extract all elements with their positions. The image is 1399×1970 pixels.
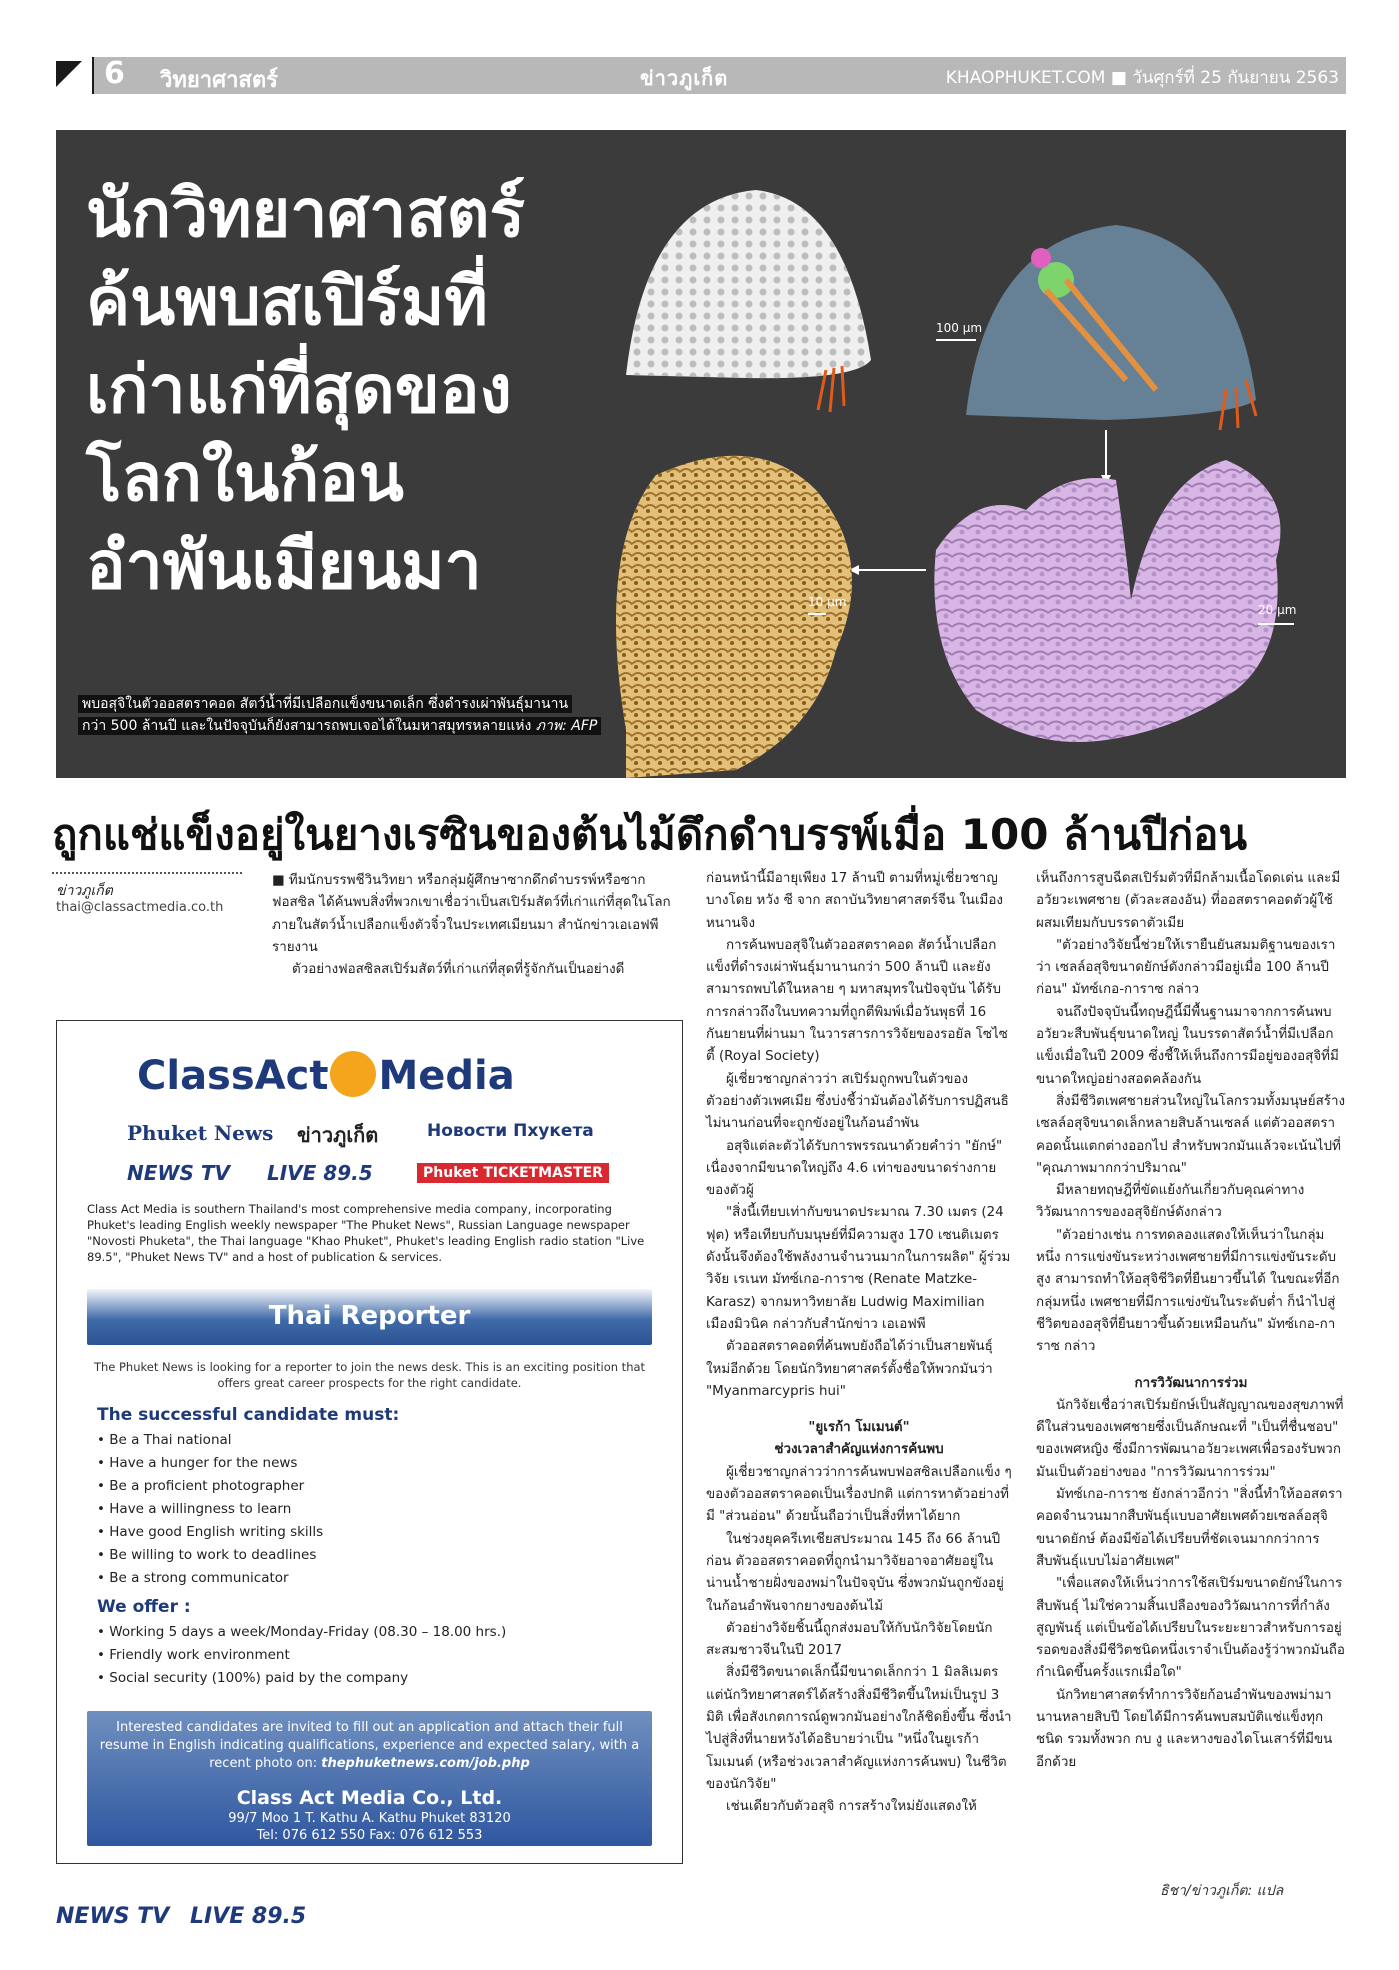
article-column-1 bbox=[272, 870, 672, 981]
headline-line: โลกในก้อน bbox=[86, 439, 404, 516]
paragraph: ตัวออสตราคอดที่ค้นพบยังถือได้ว่าเป็นสายพันธุ์ใหม่อีกด้วย โดยนักวิทยาศาสตร์ตั้งชื่อให้พวกมันว่า "Myanmarcypris hui" bbox=[706, 1339, 993, 1399]
subsection-heading: การวิวัฒนาการร่วม bbox=[1134, 1375, 1248, 1391]
requirements-heading: The successful candidate must: bbox=[97, 1405, 400, 1425]
paragraph: นักวิทยาศาสตร์ทำการวิจัยก้อนอำพันของพม่ามานานหลายสิบปี โดยได้มีการค้นพบสมบัติแช่แข็งทุกชนิด รวมทั้งพวก กบ งู และหางของไดโนเสาร์ที่มีขนอีกด้วย bbox=[1036, 1687, 1333, 1770]
footer-news-tv-logo: NEWS TV bbox=[56, 1904, 170, 1929]
photo-caption bbox=[78, 693, 698, 737]
section-title: วิทยาศาสตร์ bbox=[160, 68, 278, 93]
paragraph: เห็นถึงการสูบฉีดสเปิร์มตัวที่มีกล้ามเนื้อโดดเด่น และมีอวัยวะเพศชาย (ตัวละสองอัน) ที่ออสตราคอดตัวผู้ใช้ผสมเทียมกับบรรดาตัวเมีย bbox=[1036, 871, 1341, 931]
caption-line: กว่า 500 ล้านปี และในปัจจุบันก็ยังสามารถพบเจอได้ในมหาสมุทรหลายแห่ง bbox=[82, 718, 532, 734]
issue-date: วันศุกร์ที่ 25 กันยายน 2563 bbox=[1132, 68, 1339, 88]
paragraph: "ตัวอย่างวิจัยนี้ช่วยให้เรายืนยันสมมติฐานของเราว่า เซลล์อสุจิขนาดยักษ์ดังกล่าวมีอยู่เมื่อ 100 ล้านปีก่อน" มัทซ์เกอ-การาซ กล่าว bbox=[1036, 937, 1336, 998]
paragraph: สิ่งมีชีวิตขนาดเล็กนี้มีขนาดเล็กกว่า 1 มิลลิเมตร แต่นักวิทยาศาสตร์ได้สร้างสิ่งมีชีวิตขึ้นใหม่เป็นรูป 3 มิติ เพื่อสังเกตการณ์ดูพวกมันอย่างใกล้ชิดยิ่งขึ้น ซึ่งนำไปสู่สิ่งที่นายหวังได้อธิบายว่าเป็น "หนึ่งในยูเรก้าโมเมนต์ (หรือช่วงเวลาสำคัญแห่งการค้นพบ) ในชีวิตของนักวิจัย" bbox=[706, 1665, 1012, 1792]
list-item: • Be willing to work to deadlines bbox=[97, 1547, 317, 1563]
paragraph: จนถึงปัจจุบันนี้ทฤษฎีนี้มีพื้นฐานมาจากการค้นพบอวัยวะสืบพันธุ์ขนาดใหญ่ ในบรรดาสัตว์น้ำที่มีเปลือกแข็งเมื่อในปี 2009 ซึ่งชี้ให้เห็นถึงการมีอยู่ของอสุจิที่มีขนาดใหญ่อย่างสอดคล้องกัน bbox=[1036, 1004, 1339, 1087]
byline-divider bbox=[52, 872, 242, 874]
byline-name: ข่าวภูเก็ต bbox=[56, 883, 113, 899]
list-item: • Friendly work environment bbox=[97, 1647, 290, 1663]
company-address: 99/7 Moo 1 T. Kathu A. Kathu Phuket 83120 bbox=[228, 1811, 511, 1826]
application-box bbox=[87, 1711, 652, 1846]
subsection-heading: ช่วงเวลาสำคัญแห่งการค้นพบ bbox=[774, 1442, 944, 1458]
live-radio-logo: LIVE 89.5 bbox=[267, 1161, 373, 1185]
paragraph: การค้นพบอสุจิในตัวออสตราคอด สัตว์น้ำเปลือกแข็งที่ดำรงเผ่าพันธุ์มานานกว่า 500 ล้านปี และยังสามารถพบได้ในหลาย ๆ มหาสมุทรในปัจจุบัน ได้รับการกล่าวถึงในบทความที่ถูกตีพิมพ์เมื่อวันพุธที่ 16 กันยายนที่ผ่านมา ในวารสารการวิจัยของรอยัล โซไซตี้ (Royal Society) bbox=[706, 937, 1008, 1065]
paragraph: เช่นเดียวกับตัวอสุจิ การสร้างใหม่ยังแสดงให้ bbox=[726, 1799, 977, 1815]
paragraph: อสุจิแต่ละตัวได้รับการพรรณนาด้วยคำว่า "ยักษ์" เนื่องจากมีขนาดใหญ่ถึง 4.6 เท่าของขนาดร่างกายของตัวผู้ bbox=[706, 1138, 1003, 1199]
paragraph: มัทซ์เกอ-การาซ ยังกล่าวอีกว่า "สิ่งนี้ทำให้ออสตราคอดจำนวนมากสืบพันธุ์แบบอาศัยเพศด้วยเซลล์อสุจิขนาดยักษ์ ต้องมีข้อได้เปรียบที่ชัดเจนมากกว่าการสืบพันธุ์แบบไม่อาศัยเพศ" bbox=[1036, 1487, 1343, 1569]
job-title: Thai Reporter bbox=[268, 1301, 471, 1331]
subsection-heading: "ยูเรก้า โมเมนต์" bbox=[808, 1420, 910, 1436]
scale-label: 100 µm bbox=[936, 321, 983, 335]
hero-image-panel bbox=[56, 130, 1346, 778]
paragraph: ตัวอย่างฟอสซิลสเปิร์มสัตว์ที่เก่าแก่ที่สุดที่รู้จักกันเป็นอย่างดี bbox=[292, 962, 625, 978]
list-item: • Be a Thai national bbox=[97, 1432, 232, 1448]
paragraph: สิ่งมีชีวิตเพศชายส่วนใหญ่ในโลกรวมทั้งมนุษย์สร้างเซลล์อสุจิขนาดเล็กหลายสิบล้านเซลล์ แต่ตัวออสตราคอดนั้นแตกต่างออกไป สำหรับพวกมันแล้วจะเน้นไปที่ "คุณภาพมากกว่าปริมาณ" bbox=[1036, 1093, 1345, 1176]
page-number: 6 bbox=[104, 56, 125, 91]
list-item: • Working 5 days a week/Monday-Friday (08.30 – 18.00 hrs.) bbox=[97, 1624, 507, 1640]
ticketmaster-logo: Phuket TICKETMASTER bbox=[417, 1163, 609, 1183]
phuket-news-logo: Phuket News bbox=[127, 1121, 274, 1145]
job-intro: The Phuket News is looking for a reporter to join the news desk. This is an exciting position that offers great career prospects for the right candidate. bbox=[93, 1360, 646, 1390]
paragraph: "สิ่งนี้เทียบเท่ากับขนาดประมาณ 7.30 เมตร (24 ฟุต) หรือเทียบกับมนุษย์ที่มีความสูง 170 เซนติเมตร ดังนั้นจึงต้องใช้พลังงานจำนวนมากในการผลิต" ผู้ร่วมวิจัย เรเนท มัทซ์เกอ-การาซ (Renate Matzke-Karasz) จากมหาวิทยาลัย Ludwig Maximilian เมืองมิวนิค กล่าวกับสำนักข่าว เอเอฟพี bbox=[706, 1205, 1011, 1332]
caption-credit: ภาพ: AFP bbox=[535, 718, 598, 734]
headline-line: นักวิทยาศาสตร์ bbox=[86, 175, 525, 252]
list-item: • Have a willingness to learn bbox=[97, 1501, 292, 1517]
article-column-2 bbox=[706, 868, 1012, 1818]
paragraph: ในช่วงยุคครีเทเชียสประมาณ 145 ถึง 66 ล้านปีก่อน ตัวออสตราคอดที่ถูกนำมาวิจัยอาจอาศัยอยู่ในน่านน้ำชายฝั่งของพม่าในปัจจุบัน ซึ่งพวกมันถูกขังอยู่ในก้อนอำพันจากยางของต้นไม้ bbox=[706, 1531, 1004, 1614]
job-advertisement bbox=[56, 1020, 683, 1864]
list-item: • Have good English writing skills bbox=[97, 1524, 324, 1540]
paragraph: ก่อนหน้านี้มีอายุเพียง 17 ล้านปี ตามที่หมู่เชี่ยวชาญบางโดย หวัง ซี จาก สถาบันวิทยาศาสตร์จีน ในเมืองหนานจิง bbox=[706, 871, 1003, 931]
masthead-logo: ข่าวภูเก็ต bbox=[640, 66, 729, 90]
paragraph: ตัวอย่างวิจัยชิ้นนี้ถูกส่งมอบให้กับนักวิจัยโดยนักสะสมชาวจีนในปี 2017 bbox=[706, 1620, 993, 1659]
paragraph: มีหลายทฤษฎีที่ขัดแย้งกันเกี่ยวกับคุณค่าทางวิวัฒนาการของอสุจิยักษ์ดังกล่าว bbox=[1036, 1183, 1305, 1221]
news-tv-logo: NEWS TV bbox=[127, 1161, 230, 1185]
offer-list bbox=[97, 1621, 506, 1690]
footer-live-logo: LIVE 89.5 bbox=[190, 1904, 307, 1929]
header-site-date bbox=[946, 64, 1339, 91]
square-separator-icon: ■ bbox=[1110, 68, 1127, 88]
list-item: • Be a proficient photographer bbox=[97, 1478, 305, 1494]
site-name: KHAOPHUKET.COM bbox=[945, 68, 1106, 88]
byline-email[interactable]: thai@classactmedia.co.th bbox=[56, 900, 224, 915]
company-description: Class Act Media is southern Thailand's most comprehensive media company, incorporating Phuket's leading English weekly newspaper "The Phuket News", Russian Language newspaper "Novosti Phuketa", the Thai language "Khao Phuket", Phuket's leading English radio station "Live 89.5", "Phuket News TV" and a host of publication & services. bbox=[87, 1202, 645, 1264]
translator-signature: ธิชา/ข่าวภูเก็ต: แปล bbox=[1160, 1883, 1284, 1899]
offer-heading: We offer : bbox=[97, 1597, 191, 1617]
paragraph: ■ ทีมนักบรรพชีวินวิทยา หรือกลุ่มผู้ศึกษาซากดึกดำบรรพ์หรือซากฟอสซิล ได้ค้นพบสิ่งที่พวกเขาเชื่อว่าเป็นสเปิร์มสัตว์ที่เก่าแก่ที่สุดในโลก ภายในสัตว์น้ำเปลือกแข็งตัวจิ๋วในประเทศเมียนมา สำนักข่าวเอเอฟพี รายงาน bbox=[272, 873, 671, 955]
caption-line: พบอสุจิในตัวออสตราคอด สัตว์น้ำที่มีเปลือกแข็งขนาดเล็ก ซึ่งดำรงเผ่าพันธุ์มานาน bbox=[78, 695, 572, 713]
khao-phuket-logo: ข่าวภูเก็ต bbox=[297, 1123, 379, 1147]
article-column-3 bbox=[1036, 868, 1346, 1774]
translucent-shell-shape bbox=[966, 225, 1256, 420]
apply-instructions: Interested candidates are invited to fill out an application and attach their full resume in English indicating qualifications, experience and expected salary, with a recent photo on: thephuketnews.com/job.php bbox=[99, 1720, 640, 1771]
paragraph: "ตัวอย่างเช่น การทดลองแสดงให้เห็นว่าในกลุ่มหนึ่ง การแข่งขันระหว่างเพศชายที่มีการแข่งขันระดับสูง สามารถทำให้อสุจิชีวิตที่ยืนยาวขึ้นได้ ในขณะที่อีกกลุ่มหนึ่ง เพศชายที่มีการแข่งขันในระดับต่ำ ก็นำไปสู่ชีวิตของอสุจิที่ยืนยาวขึ้นด้วยเหมือนกัน" มัทซ์เกอ-การาซ กล่าว bbox=[1036, 1227, 1340, 1355]
novosti-phuketa-logo: Новости Пхукета bbox=[427, 1121, 594, 1141]
page-corner-mark bbox=[52, 57, 94, 94]
scale-label: 10 µm bbox=[808, 595, 847, 609]
requirements-list bbox=[97, 1429, 323, 1590]
paragraph: "เพื่อแสดงให้เห็นว่าการใช้สเปิร์มขนาดยักษ์ในการสืบพันธุ์ ไม่ใช่ความสิ้นเปลืองของวิวัฒนาการที่กำลังสูญพันธุ์ แต่เป็นข้อได้เปรียบในระยะยาวสำหรับการอยู่รอดของสิ่งมีชีวิตชนิดหนึ่งเราจำเป็นต้องรู้ว่าพวกมันถือกำเนิดขึ้นครั้งแรกเมื่อใด" bbox=[1036, 1576, 1345, 1681]
paragraph: นักวิจัยเชื่อว่าสเปิร์มยักษ์เป็นสัญญาณของสุขภาพที่ดีในส่วนของเพศชายซึ่งเป็นลักษณะที่ "เป็นที่ชื่นชอบ" ของเพศหญิง ซึ่งมีการพัฒนาอวัยวะเพศเพื่อรองรับพวกมันเป็นตัวอย่างของ "การวิวัฒนาการร่วม" bbox=[1036, 1397, 1344, 1480]
job-title-banner bbox=[87, 1289, 652, 1345]
headline-line: อำพันเมียนมา bbox=[86, 527, 482, 604]
ostracod-illustration bbox=[56, 130, 1346, 778]
company-name: Class Act Media Co., Ltd. bbox=[236, 1787, 503, 1809]
headline-line: ค้นพบสเปิร์มที่ bbox=[86, 263, 488, 340]
list-item: • Be a strong communicator bbox=[97, 1570, 289, 1586]
apply-url[interactable]: thephuketnews.com/job.php bbox=[321, 1756, 530, 1771]
palm-sun-icon bbox=[330, 1051, 376, 1097]
company-phone: Tel: 076 612 550 Fax: 076 612 553 bbox=[256, 1828, 483, 1843]
list-item: • Have a hunger for the news bbox=[97, 1455, 298, 1471]
headline-line: เก่าแก่ที่สุดของ bbox=[86, 351, 512, 428]
scale-label: 20 µm bbox=[1258, 603, 1297, 617]
paragraph: ผู้เชี่ยวชาญกล่าวว่าการค้นพบฟอสซิลเปลือกแข็ง ๆ ของตัวออสตราคอดเป็นเรื่องปกติ แต่การหาตัวอย่างที่มี "ส่วนอ่อน" ด้วยนั้นถือว่าเป็นสิ่งที่หาได้ยาก bbox=[706, 1464, 1012, 1525]
list-item: • Social security (100%) paid by the company bbox=[97, 1670, 409, 1686]
classact-media-logo: ClassAct Media bbox=[137, 1053, 515, 1099]
subheadline: ถูกแช่แข็งอยู่ในยางเรซินของต้นไม้ดึกดำบรรพ์เมื่อ 100 ล้านปีก่อน bbox=[52, 810, 1248, 859]
paragraph: ผู้เชี่ยวชาญกล่าวว่า สเปิร์มถูกพบในตัวของตัวอย่างตัวเพศเมีย ซึ่งบ่งชี้ว่ามันต้องได้รับการปฏิสนธิไม่นานก่อนที่จะถูกขังอยู่ในก้อนอำพัน bbox=[706, 1071, 1009, 1132]
